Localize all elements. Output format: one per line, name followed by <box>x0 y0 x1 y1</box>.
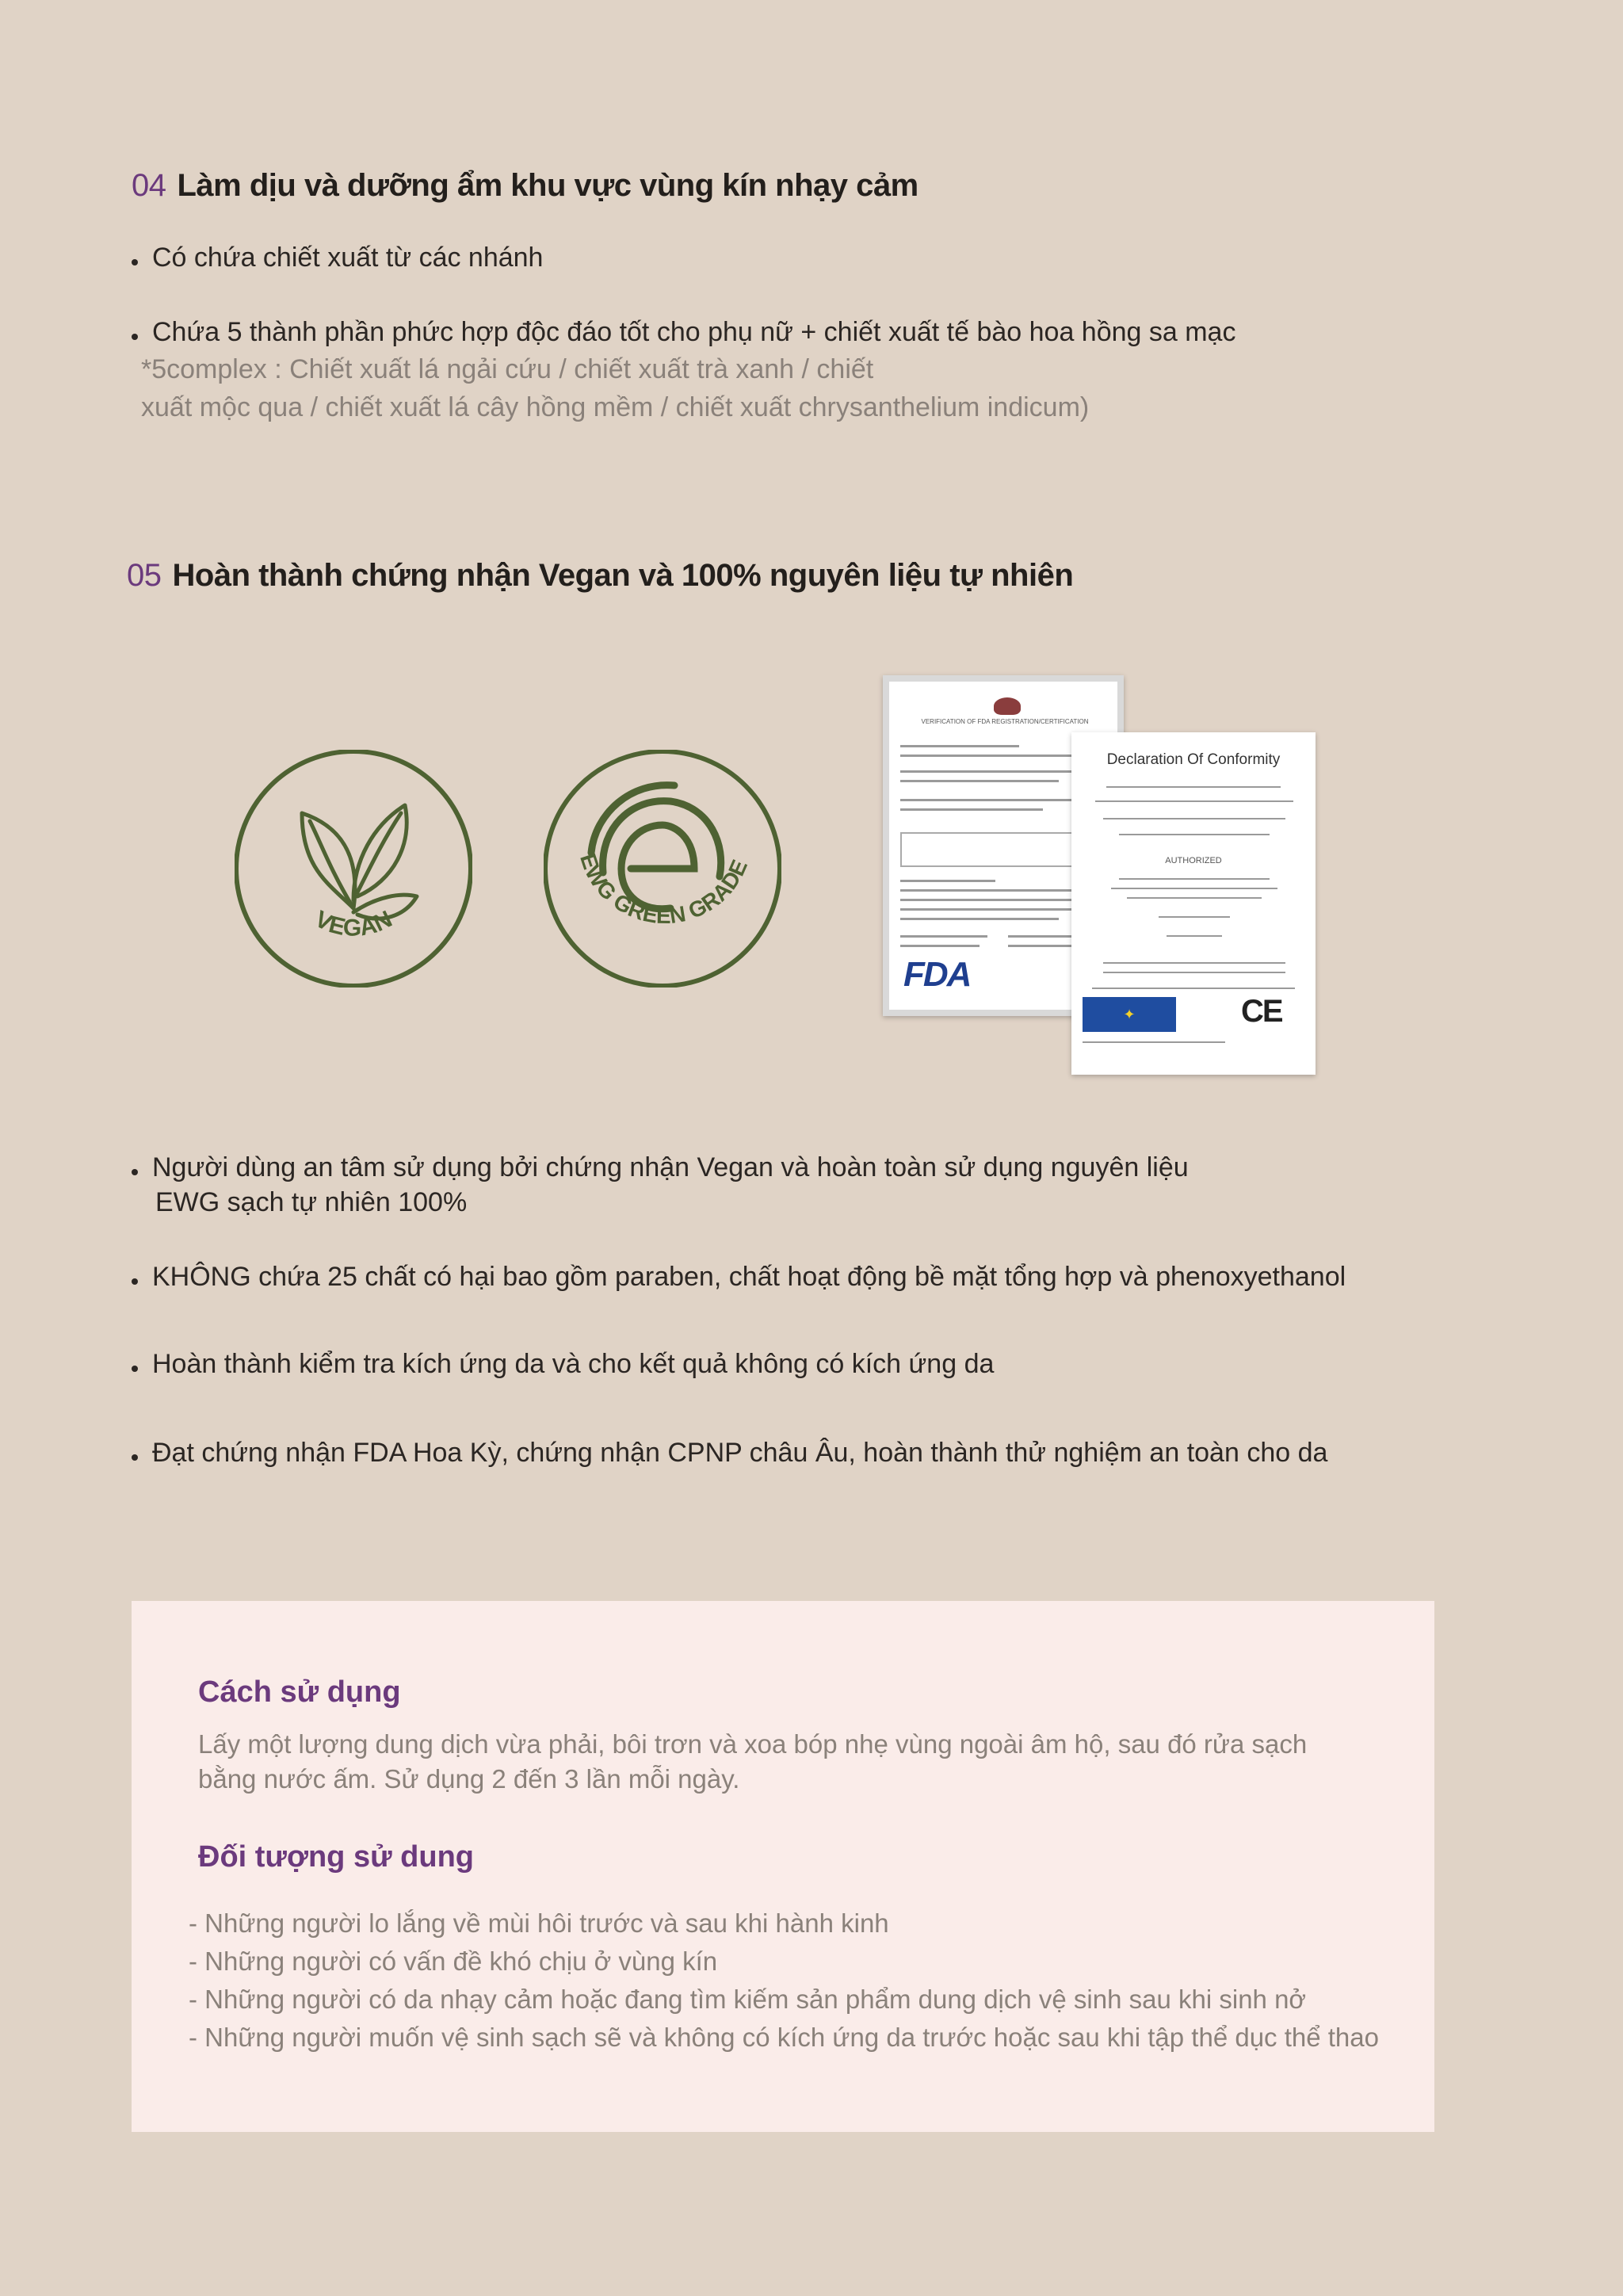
section-04-note <box>141 350 1089 426</box>
eu-flag: ✦ <box>1083 997 1176 1032</box>
section-04-heading <box>132 168 918 204</box>
ewg-green-grade-badge <box>544 750 781 988</box>
note-line-2: xuất mộc qua / chiết xuất lá cây hồng mềm / chiết xuất chrysanthelium indicum) <box>141 392 1090 422</box>
usage-line-2: bằng nước ấm. Sử dụng 2 đến 3 lần mỗi ngày. <box>198 1764 740 1794</box>
section-05-bullet-2: KHÔNG chứa 25 chất có hại bao gồm paraben, chất hoạt động bề mặt tổng hợp và phenoxyethanol <box>132 1259 1346 1295</box>
bullet-dot <box>132 1169 138 1175</box>
section-04-bullet-1: Có chứa chiết xuất từ các nhánh <box>132 239 543 276</box>
bullet-dot <box>132 1366 138 1372</box>
ewg-label: EWG GREEN GRADE <box>575 850 753 929</box>
section-04-title: Làm dịu và dưỡng ẩm khu vực vùng kín nhạy cảm <box>177 168 918 203</box>
fda-doc-title: VERIFICATION OF FDA REGISTRATION/CERTIFICATION <box>921 718 1089 725</box>
svg-text:EWG GREEN GRADE <box>575 850 752 928</box>
target-item-1: - Những người lo lắng về mùi hôi trước và sau khi hành kinh <box>189 1908 889 1938</box>
section-05-bullet-3: Hoàn thành kiểm tra kích ứng da và cho kết quả không có kích ứng da <box>132 1346 994 1382</box>
leaf-icon <box>302 805 417 919</box>
section-05-title: Hoàn thành chứng nhận Vegan và 100% nguyên liệu tự nhiên <box>172 558 1074 593</box>
section-04-number: 04 <box>132 168 166 203</box>
doc-authorized: AUTHORIZED <box>1165 856 1222 865</box>
fda-eagle-seal <box>994 697 1021 715</box>
vegan-badge <box>235 750 472 988</box>
bullet-dot <box>132 259 138 266</box>
target-title: Đối tượng sử dung <box>198 1840 474 1874</box>
bullet-dot <box>132 334 138 340</box>
usage-title: Cách sử dụng <box>198 1675 401 1709</box>
declaration-of-conformity <box>1071 732 1316 1075</box>
target-item-4: - Những người muốn vệ sinh sạch sẽ và không có kích ứng da trước hoặc sau khi tập thể dục thể thao <box>189 2023 1379 2052</box>
section-05-heading <box>127 558 1073 594</box>
section-05-bullet-1: Người dùng an tâm sử dụng bởi chứng nhận Vegan và hoàn toàn sử dụng nguyên liệu <box>132 1149 1189 1186</box>
section-05-bullet-1-cont: EWG sạch tự nhiên 100% <box>155 1187 468 1217</box>
section-05-bullet-4: Đạt chứng nhận FDA Hoa Kỳ, chứng nhận CPNP châu Âu, hoàn thành thử nghiệm an toàn cho da <box>132 1435 1327 1471</box>
section-05-number: 05 <box>127 558 162 593</box>
fda-logo: FDA <box>903 955 971 994</box>
section-04-bullet-2: Chứa 5 thành phần phức hợp độc đáo tốt cho phụ nữ + chiết xuất tế bào hoa hồng sa mạc <box>132 314 1235 350</box>
bullet-dot <box>132 1454 138 1461</box>
usage-info-box <box>132 1601 1434 2132</box>
ce-mark: CE <box>1241 994 1282 1029</box>
doc-title: Declaration Of Conformity <box>1106 751 1281 768</box>
usage-line-1: Lấy một lượng dung dịch vừa phải, bôi trơn và xoa bóp nhẹ vùng ngoài âm hộ, sau đó rửa sạch <box>198 1729 1308 1759</box>
bullet-dot <box>132 1278 138 1285</box>
target-item-2: - Những người có vấn đề khó chịu ở vùng kín <box>189 1946 718 1976</box>
vegan-label: VEGAN <box>311 906 396 942</box>
note-line-1: *5complex : Chiết xuất lá ngải cứu / chiết xuất trà xanh / chiết <box>141 354 874 384</box>
target-item-3: - Những người có da nhạy cảm hoặc đang tìm kiếm sản phẩm dung dịch vệ sinh sau khi sinh nở <box>189 1985 1307 2014</box>
